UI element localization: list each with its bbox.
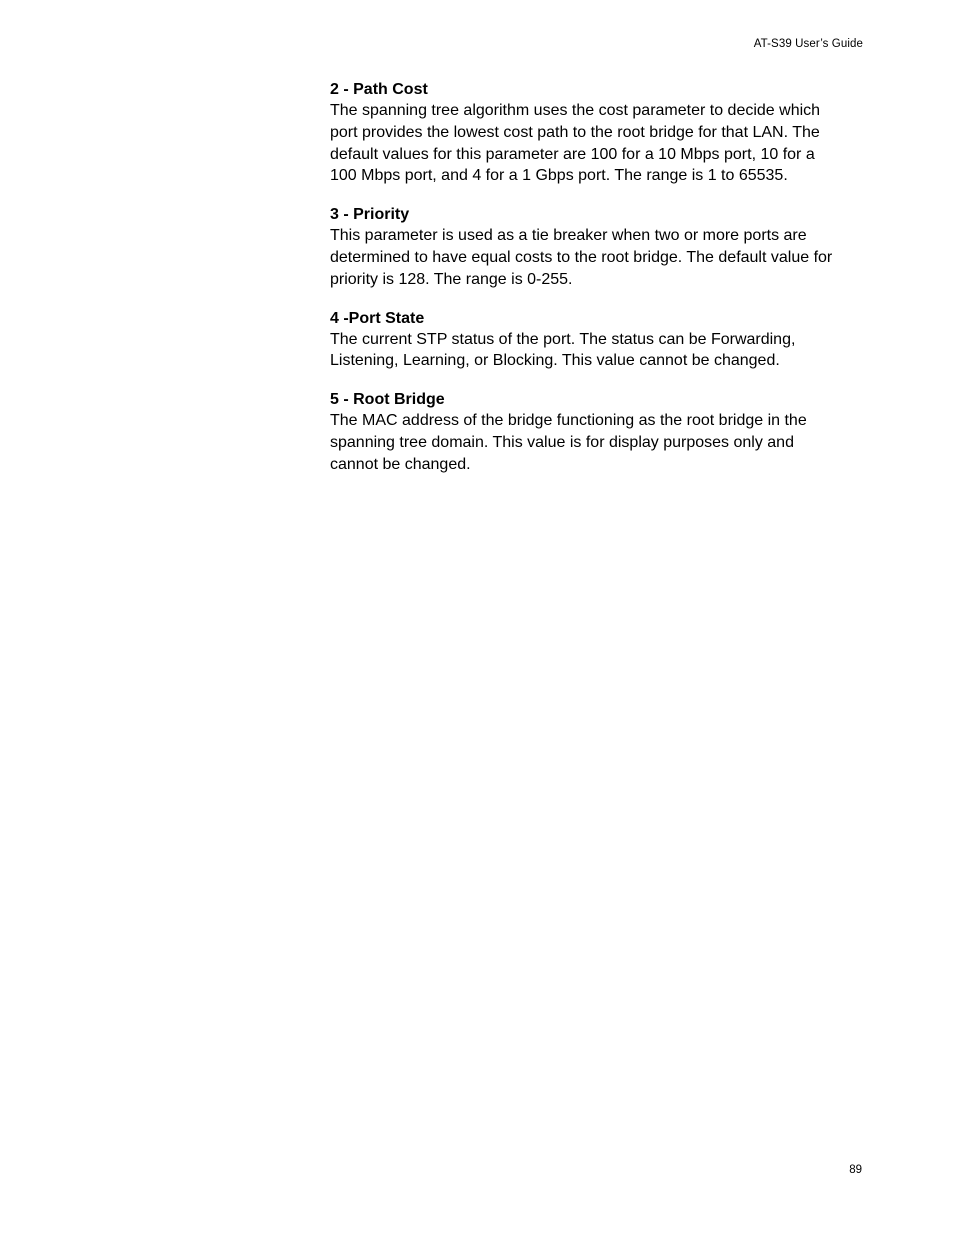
section-heading: 4 -Port State <box>330 309 425 327</box>
section-port-state <box>330 308 840 373</box>
section-priority <box>330 204 840 290</box>
running-header: AT-S39 User’s Guide <box>753 38 863 50</box>
section-heading: 5 - Root Bridge <box>330 391 445 409</box>
section-body: The current STP status of the port. The status can be Forwarding, Listening, Learning, or Blocking. This value cannot be changed. <box>330 330 796 370</box>
section-body: The spanning tree algorithm uses the cost parameter to decide which port provides the lowest cost path to the root bridge for that LAN. The default values for this parameter are 100 for a 10 Mbps port, 10 for a 100 Mbps port, and 4 for a 1 Gbps port. The range is 1 to 65535. <box>330 102 821 185</box>
page-number: 89 <box>849 1164 862 1176</box>
section-body: The MAC address of the bridge functioning as the root bridge in the spanning tree domain. This value is for display purposes only and cannot be changed. <box>330 412 807 473</box>
main-content <box>330 79 840 493</box>
section-root-bridge <box>330 389 840 475</box>
section-path-cost <box>330 79 840 187</box>
section-heading: 3 - Priority <box>330 206 410 224</box>
section-heading: 2 - Path Cost <box>330 81 428 98</box>
section-body: This parameter is used as a tie breaker when two or more ports are determined to have equal costs to the root bridge. The default value for priority is 128. The range is 0-255. <box>330 227 833 288</box>
